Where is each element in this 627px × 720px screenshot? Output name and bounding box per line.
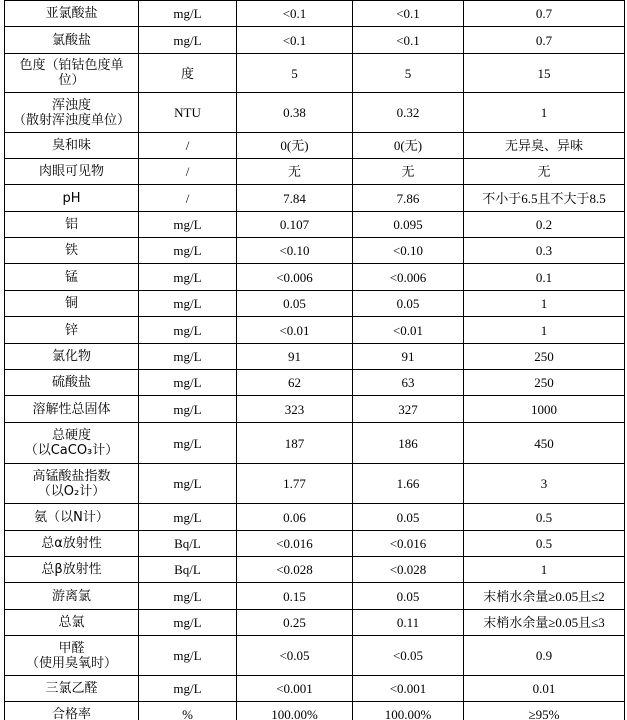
item-name-line2: （以O₂计） (37, 483, 106, 499)
table-row (5, 676, 625, 702)
limit-cell: 无 (464, 159, 625, 185)
result-2-cell: 无 (353, 159, 464, 185)
limit-cell: 不小于6.5且不大于8.5 (464, 185, 625, 212)
item-name: pH (62, 190, 81, 206)
unit-cell: mg/L (139, 27, 237, 54)
result-2-cell: 186 (353, 423, 464, 464)
item-name: 肉眼可见物 (38, 164, 104, 179)
result-2-cell: 91 (353, 344, 464, 370)
limit-cell: 无异臭、异味 (464, 133, 625, 159)
table-row (5, 583, 625, 610)
item-name: 总β放射性 (41, 562, 102, 577)
item-name: 色度（铂钴色度单 (19, 58, 124, 73)
table-row (5, 702, 625, 720)
result-2-cell: 0.05 (353, 291, 464, 317)
limit-cell: 0.5 (464, 531, 625, 557)
unit-cell: Bq/L (139, 531, 237, 557)
table-row (5, 344, 625, 370)
item-name-cell (5, 93, 139, 133)
result-1-cell: <0.028 (237, 557, 353, 583)
item-name: 锰 (64, 269, 78, 285)
item-name: 游离氯 (51, 588, 91, 604)
unit-cell: / (139, 159, 237, 185)
item-name-cell (5, 159, 139, 185)
unit-cell: mg/L (139, 344, 237, 370)
item-name: 铁 (64, 243, 78, 258)
item-name-line2: （使用臭氧时） (25, 655, 117, 671)
item-name-cell (5, 344, 139, 370)
item-name: 总硬度 (51, 428, 91, 443)
item-name-cell (5, 557, 139, 583)
unit-cell: mg/L (139, 317, 237, 344)
result-1-cell: <0.05 (237, 636, 353, 676)
limit-cell: 0.01 (464, 676, 625, 702)
unit-cell: 度 (139, 54, 237, 93)
item-name: 合格率 (51, 707, 91, 720)
water-quality-table (4, 0, 625, 720)
limit-cell: 3 (464, 464, 625, 504)
unit-cell: mg/L (139, 636, 237, 676)
result-1-cell: 0.15 (237, 583, 353, 610)
unit-cell: mg/L (139, 676, 237, 702)
limit-cell: 450 (464, 423, 625, 464)
result-2-cell: <0.1 (353, 27, 464, 54)
item-name-line2: 位） (58, 73, 85, 88)
result-1-cell: 无 (237, 159, 353, 185)
limit-cell: 250 (464, 370, 625, 396)
unit-cell: % (139, 702, 237, 720)
unit-cell: mg/L (139, 583, 237, 610)
item-name: 三氯乙醛 (45, 681, 98, 696)
table-row (5, 54, 625, 93)
unit-cell: mg/L (139, 396, 237, 423)
item-name-cell (5, 317, 139, 344)
unit-cell: mg/L (139, 464, 237, 504)
item-name-cell (5, 423, 139, 464)
table-row (5, 423, 625, 464)
result-1-cell: 0.25 (237, 610, 353, 636)
item-name-cell (5, 702, 139, 720)
limit-cell: 0.5 (464, 504, 625, 531)
item-name: 硫酸盐 (51, 375, 91, 390)
item-name-cell (5, 676, 139, 702)
unit-cell: mg/L (139, 423, 237, 464)
unit-cell: mg/L (139, 1, 237, 27)
limit-cell: 0.7 (464, 1, 625, 27)
result-1-cell: 91 (237, 344, 353, 370)
item-name-cell (5, 212, 139, 238)
table-row (5, 238, 625, 264)
item-name-cell (5, 291, 139, 317)
result-2-cell: <0.001 (353, 676, 464, 702)
result-2-cell: 7.86 (353, 185, 464, 212)
item-name: 锌 (64, 322, 78, 338)
limit-cell: 1000 (464, 396, 625, 423)
table-row (5, 1, 625, 27)
result-2-cell: 0.095 (353, 212, 464, 238)
limit-cell: 末梢水余量≥0.05且≤2 (464, 583, 625, 610)
item-name-cell (5, 54, 139, 93)
result-2-cell: 327 (353, 396, 464, 423)
result-1-cell: <0.016 (237, 531, 353, 557)
table-row (5, 27, 625, 54)
item-name-cell (5, 531, 139, 557)
result-1-cell: <0.1 (237, 27, 353, 54)
item-name-cell (5, 610, 139, 636)
result-1-cell: <0.01 (237, 317, 353, 344)
limit-cell: 末梢水余量≥0.05且≤3 (464, 610, 625, 636)
limit-cell: 1 (464, 291, 625, 317)
table-row (5, 185, 625, 212)
limit-cell: 0.7 (464, 27, 625, 54)
limit-cell: ≥95% (464, 702, 625, 720)
item-name-cell (5, 636, 139, 676)
item-name: 甲醛 (58, 640, 85, 656)
table-row (5, 464, 625, 504)
item-name: 浑浊度 (51, 97, 91, 113)
table-row (5, 317, 625, 344)
item-name-cell (5, 464, 139, 504)
limit-cell: 0.9 (464, 636, 625, 676)
item-name-cell (5, 370, 139, 396)
unit-cell: / (139, 133, 237, 159)
result-1-cell: 1.77 (237, 464, 353, 504)
result-1-cell: 0(无) (237, 133, 353, 159)
item-name: 氯化物 (51, 349, 91, 364)
unit-cell: Bq/L (139, 557, 237, 583)
limit-cell: 0.2 (464, 212, 625, 238)
unit-cell: mg/L (139, 370, 237, 396)
limit-cell: 0.1 (464, 264, 625, 291)
result-1-cell: 187 (237, 423, 353, 464)
unit-cell: mg/L (139, 238, 237, 264)
result-1-cell: 7.84 (237, 185, 353, 212)
item-name-cell (5, 583, 139, 610)
result-1-cell: 100.00% (237, 702, 353, 720)
result-2-cell: 0.05 (353, 583, 464, 610)
table-row (5, 610, 625, 636)
result-2-cell: <0.016 (353, 531, 464, 557)
result-1-cell: <0.006 (237, 264, 353, 291)
table-row (5, 212, 625, 238)
result-1-cell: 0.38 (237, 93, 353, 133)
item-name-cell (5, 396, 139, 423)
result-2-cell: 1.66 (353, 464, 464, 504)
result-1-cell: 0.107 (237, 212, 353, 238)
table-row (5, 93, 625, 133)
result-1-cell: 62 (237, 370, 353, 396)
item-name: 氯酸盐 (51, 32, 91, 48)
result-2-cell: 100.00% (353, 702, 464, 720)
item-name-cell (5, 238, 139, 264)
table-row (5, 264, 625, 291)
item-name: 氨（以N计） (34, 509, 109, 525)
item-name: 铝 (64, 217, 78, 232)
table-row (5, 531, 625, 557)
item-name-cell (5, 504, 139, 531)
unit-cell: mg/L (139, 212, 237, 238)
result-1-cell: 0.06 (237, 504, 353, 531)
table-body (5, 1, 625, 720)
result-1-cell: 323 (237, 396, 353, 423)
item-name: 总α放射性 (41, 536, 102, 551)
item-name-cell (5, 133, 139, 159)
limit-cell: 1 (464, 93, 625, 133)
limit-cell: 0.3 (464, 238, 625, 264)
table-row (5, 159, 625, 185)
limit-cell: 1 (464, 317, 625, 344)
item-name: 亚氯酸盐 (45, 6, 98, 21)
result-2-cell: 0.11 (353, 610, 464, 636)
result-1-cell: <0.10 (237, 238, 353, 264)
result-2-cell: 63 (353, 370, 464, 396)
unit-cell: mg/L (139, 610, 237, 636)
item-name: 溶解性总固体 (32, 401, 111, 417)
result-1-cell: 0.05 (237, 291, 353, 317)
item-name-cell (5, 27, 139, 54)
limit-cell: 15 (464, 54, 625, 93)
unit-cell: NTU (139, 93, 237, 133)
result-1-cell: <0.1 (237, 1, 353, 27)
result-2-cell: 0.05 (353, 504, 464, 531)
unit-cell: mg/L (139, 264, 237, 291)
table-row (5, 557, 625, 583)
result-2-cell: <0.006 (353, 264, 464, 291)
table-row (5, 370, 625, 396)
item-name-line2: （以CaCO₃计） (24, 443, 119, 458)
result-2-cell: <0.05 (353, 636, 464, 676)
limit-cell: 1 (464, 557, 625, 583)
item-name: 高锰酸盐指数 (32, 468, 111, 484)
table-row (5, 133, 625, 159)
limit-cell: 250 (464, 344, 625, 370)
unit-cell: mg/L (139, 504, 237, 531)
table-row (5, 636, 625, 676)
result-2-cell: 5 (353, 54, 464, 93)
result-2-cell: 0.32 (353, 93, 464, 133)
item-name-line2: （散射浑浊度单位） (12, 112, 130, 128)
item-name-cell (5, 1, 139, 27)
unit-cell: / (139, 185, 237, 212)
item-name: 铜 (64, 296, 78, 311)
result-2-cell: <0.028 (353, 557, 464, 583)
result-2-cell: <0.01 (353, 317, 464, 344)
result-2-cell: <0.10 (353, 238, 464, 264)
result-1-cell: <0.001 (237, 676, 353, 702)
table-row (5, 504, 625, 531)
result-2-cell: <0.1 (353, 1, 464, 27)
unit-cell: mg/L (139, 291, 237, 317)
item-name-cell (5, 264, 139, 291)
result-2-cell: 0(无) (353, 133, 464, 159)
result-1-cell: 5 (237, 54, 353, 93)
item-name: 总氯 (58, 615, 85, 630)
item-name-cell (5, 185, 139, 212)
item-name: 臭和味 (51, 138, 91, 153)
table-row (5, 396, 625, 423)
table-row (5, 291, 625, 317)
